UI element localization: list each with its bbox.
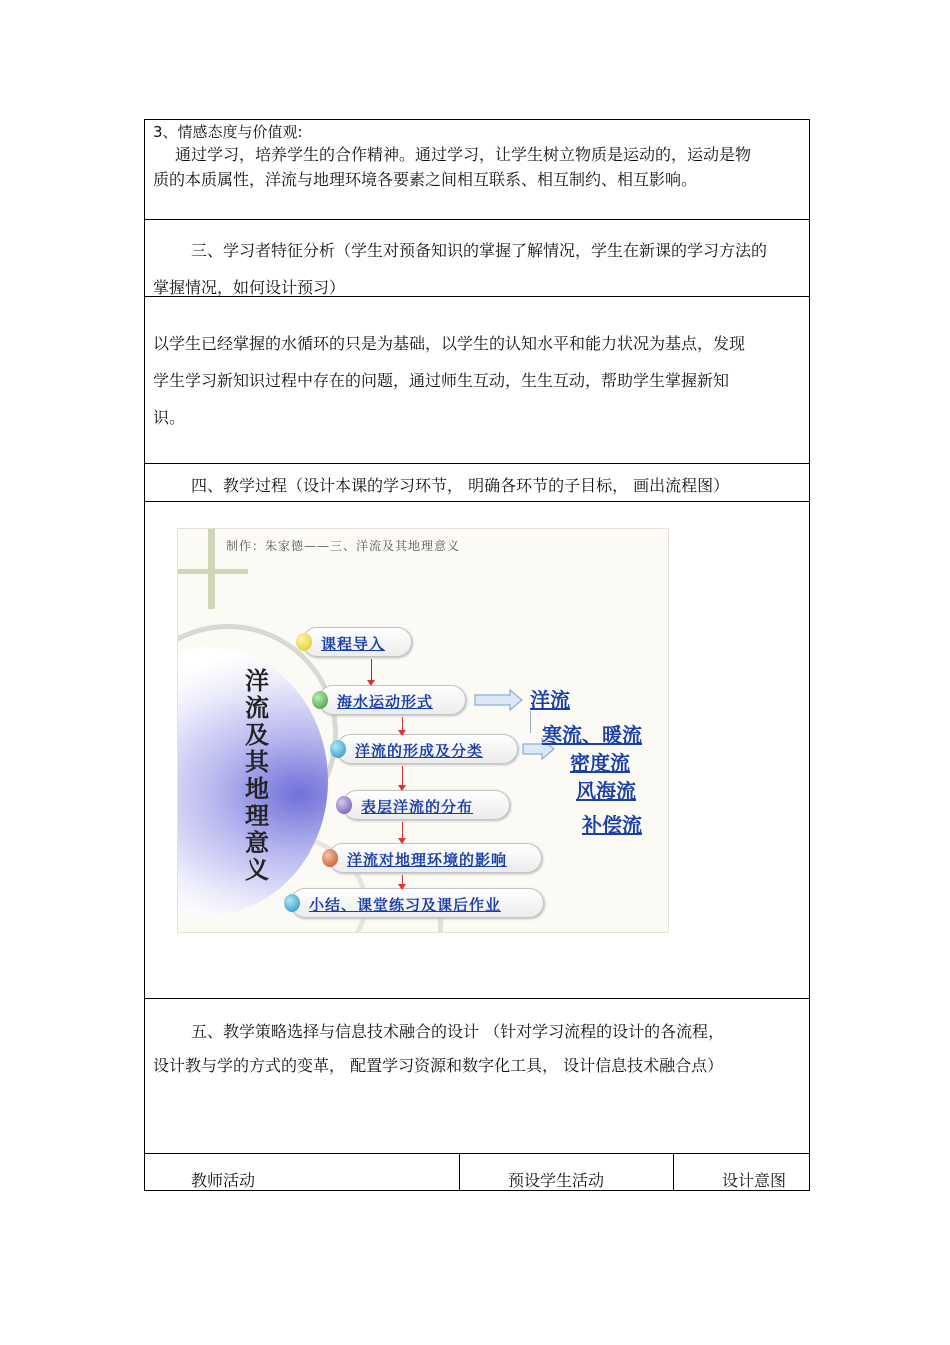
connector-line xyxy=(530,711,531,733)
arrow-down-icon xyxy=(371,659,372,681)
bullet-icon xyxy=(322,849,338,867)
flow-node-1[interactable] xyxy=(302,627,412,657)
column-header-teacher: 教师活动 xyxy=(145,1154,460,1190)
bullet-icon xyxy=(296,633,312,651)
section-affective-goals xyxy=(144,119,810,219)
section-heading-continued: 设计教与学的方式的变革， 配置学习资源和数字化工具， 设计信息技术融合点） xyxy=(153,1056,724,1075)
section-body: 通过学习，培养学生的合作精神。通过学习，让学生树立物质是运动的，运动是物质的本质属性，洋流与地理环境各要素之间相互联系、相互制约、相互影响。 xyxy=(153,145,752,189)
activity-table-header xyxy=(144,1153,810,1191)
category-label: 补偿流 xyxy=(582,813,642,837)
column-header-intent: 设计意图 xyxy=(722,1171,787,1190)
bullet-icon xyxy=(312,691,328,709)
arrow-down-icon xyxy=(402,766,403,786)
section-heading: 3、情感态度与价值观: xyxy=(153,123,303,141)
flow-node-label: 洋流对地理环境的影响 xyxy=(347,851,508,869)
category-label: 密度流 xyxy=(570,751,630,775)
arrow-down-icon xyxy=(402,875,403,885)
flow-node-label: 小结、课堂练习及课后作业 xyxy=(309,896,502,914)
flow-node-6[interactable] xyxy=(290,888,544,918)
category-label: 洋流 xyxy=(530,688,570,712)
section-heading: 四、教学过程（设计本课的学习环节， 明确各环节的子目标， 画出流程图） xyxy=(191,476,730,495)
arrow-down-icon xyxy=(402,822,403,839)
bullet-icon xyxy=(336,796,352,814)
flow-node-label: 海水运动形式 xyxy=(337,693,434,711)
category-label: 寒流、暖流 xyxy=(542,723,642,747)
chart-caption: 制作：朱家德——三、洋流及其地理意义 xyxy=(226,539,461,553)
lesson-plan-table xyxy=(144,119,810,1191)
branch-decoration xyxy=(178,569,248,574)
flow-node-4[interactable] xyxy=(342,790,510,820)
section-learner-body xyxy=(144,296,810,463)
flow-node-5[interactable] xyxy=(328,843,542,873)
section-process-body xyxy=(144,501,810,998)
vertical-title: 洋流及其地理意义 xyxy=(245,666,269,884)
flow-node-3[interactable] xyxy=(336,734,518,764)
flow-node-2[interactable] xyxy=(318,685,466,715)
flow-node-label: 表层洋流的分布 xyxy=(361,798,474,816)
category-label: 风海流 xyxy=(576,779,636,803)
bullet-icon xyxy=(330,740,346,758)
bullet-icon xyxy=(284,894,300,912)
arrow-down-icon xyxy=(402,717,403,731)
section-strategy xyxy=(144,998,810,1153)
section-heading: 三、学习者特征分析（学生对预备知识的掌握了解情况，学生在新课的学习方法的掌握情况，如何设计预习） xyxy=(153,241,768,297)
section-process-heading xyxy=(144,463,810,501)
arrow-right-icon xyxy=(474,689,524,711)
flow-node-label: 课程导入 xyxy=(321,635,386,653)
flowchart-image xyxy=(177,528,669,933)
section-heading: 五、教学策略选择与信息技术融合的设计 （针对学习流程的设计的各流程， xyxy=(191,1022,725,1041)
flow-node-label: 洋流的形成及分类 xyxy=(355,742,484,760)
column-header-student: 预设学生活动 xyxy=(460,1154,674,1190)
section-body: 以学生已经掌握的水循环的只是为基础，以学生的认知水平和能力状况为基点，发现学生学习新知识过程中存在的问题，通过师生互动，生生互动，帮助学生掌握新知识。 xyxy=(153,334,746,427)
section-learner-heading xyxy=(144,219,810,296)
